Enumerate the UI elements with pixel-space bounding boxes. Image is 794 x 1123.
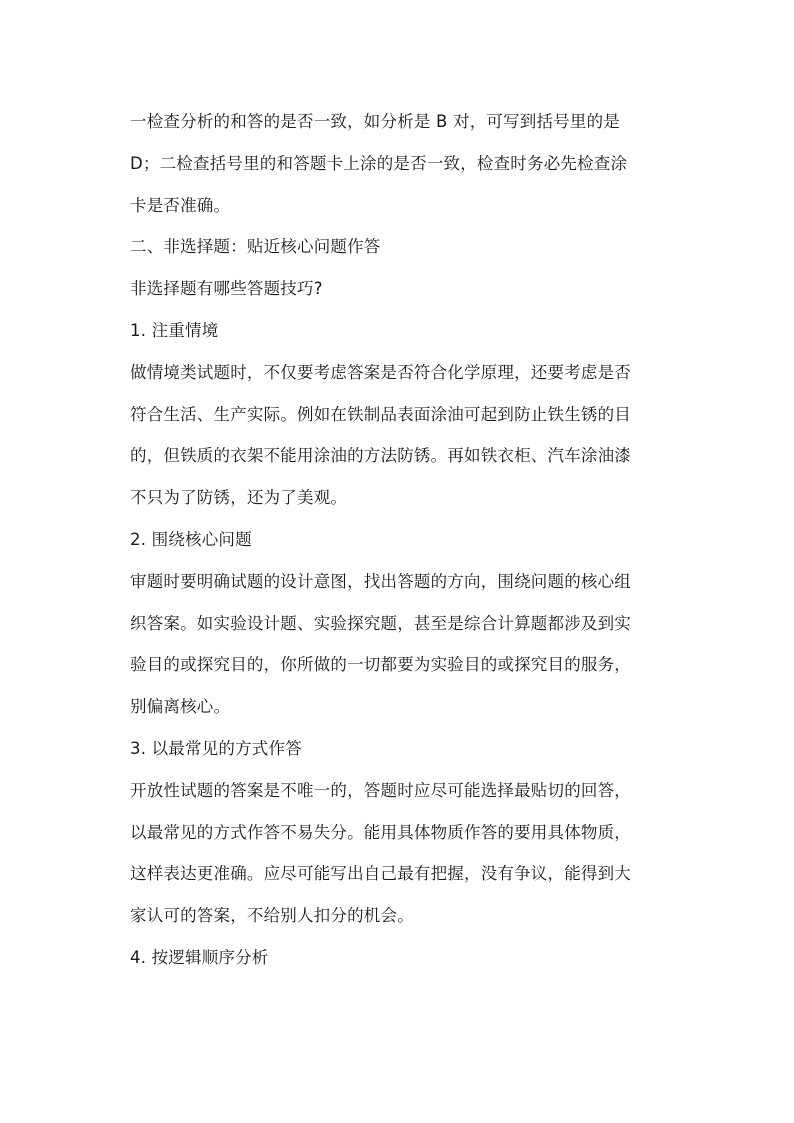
text-line: 符合生活、生产实际。例如在铁制品表面涂油可起到防止铁生锈的目 bbox=[130, 404, 631, 424]
text-line: 家认可的答案，不给别人扣分的机会。 bbox=[130, 906, 414, 926]
text-line: 一检查分析的和答的是否一致，如分析是 B 对，可写到括号里的是 bbox=[130, 112, 621, 131]
subheading-2: 2. 围绕核心问题 bbox=[130, 529, 252, 549]
text-line: 以最常见的方式作答不易失分。能用具体物质作答的要用具体物质， bbox=[130, 822, 631, 842]
text-line: 卡是否准确。 bbox=[130, 195, 231, 215]
document-body bbox=[130, 101, 690, 979]
section-heading: 二、非选择题：贴近核心问题作答 bbox=[130, 237, 381, 257]
question-line: 非选择题有哪些答题技巧? bbox=[130, 279, 323, 299]
subheading-3: 3. 以最常见的方式作答 bbox=[130, 738, 302, 758]
subheading-1: 1. 注重情境 bbox=[130, 320, 219, 340]
text-line: 别偏离核心。 bbox=[130, 697, 231, 717]
text-line: 织答案。如实验设计题、实验探究题，甚至是综合计算题都涉及到实 bbox=[130, 613, 631, 633]
text-line: 验目的或探究目的，你所做的一切都要为实验目的或探究目的服务， bbox=[130, 655, 631, 675]
text-line: 这样表达更准确。应尽可能写出自己最有把握，没有争议，能得到大 bbox=[130, 864, 631, 884]
text-line: 做情境类试题时，不仅要考虑答案是否符合化学原理，还要考虑是否 bbox=[130, 362, 631, 382]
text-line: 不只为了防锈，还为了美观。 bbox=[130, 488, 348, 508]
text-line: 开放性试题的答案是不唯一的，答题时应尽可能选择最贴切的回答， bbox=[130, 780, 631, 800]
subheading-4: 4. 按逻辑顺序分析 bbox=[130, 947, 269, 967]
text-line: D；二检查括号里的和答题卡上涂的是否一致，检查时务必先检查涂 bbox=[130, 153, 628, 173]
text-line: 审题时要明确试题的设计意图，找出答题的方向，围绕问题的核心组 bbox=[130, 571, 631, 591]
text-line: 的，但铁质的衣架不能用涂油的方法防锈。再如铁衣柜、汽车涂油漆 bbox=[130, 446, 631, 466]
